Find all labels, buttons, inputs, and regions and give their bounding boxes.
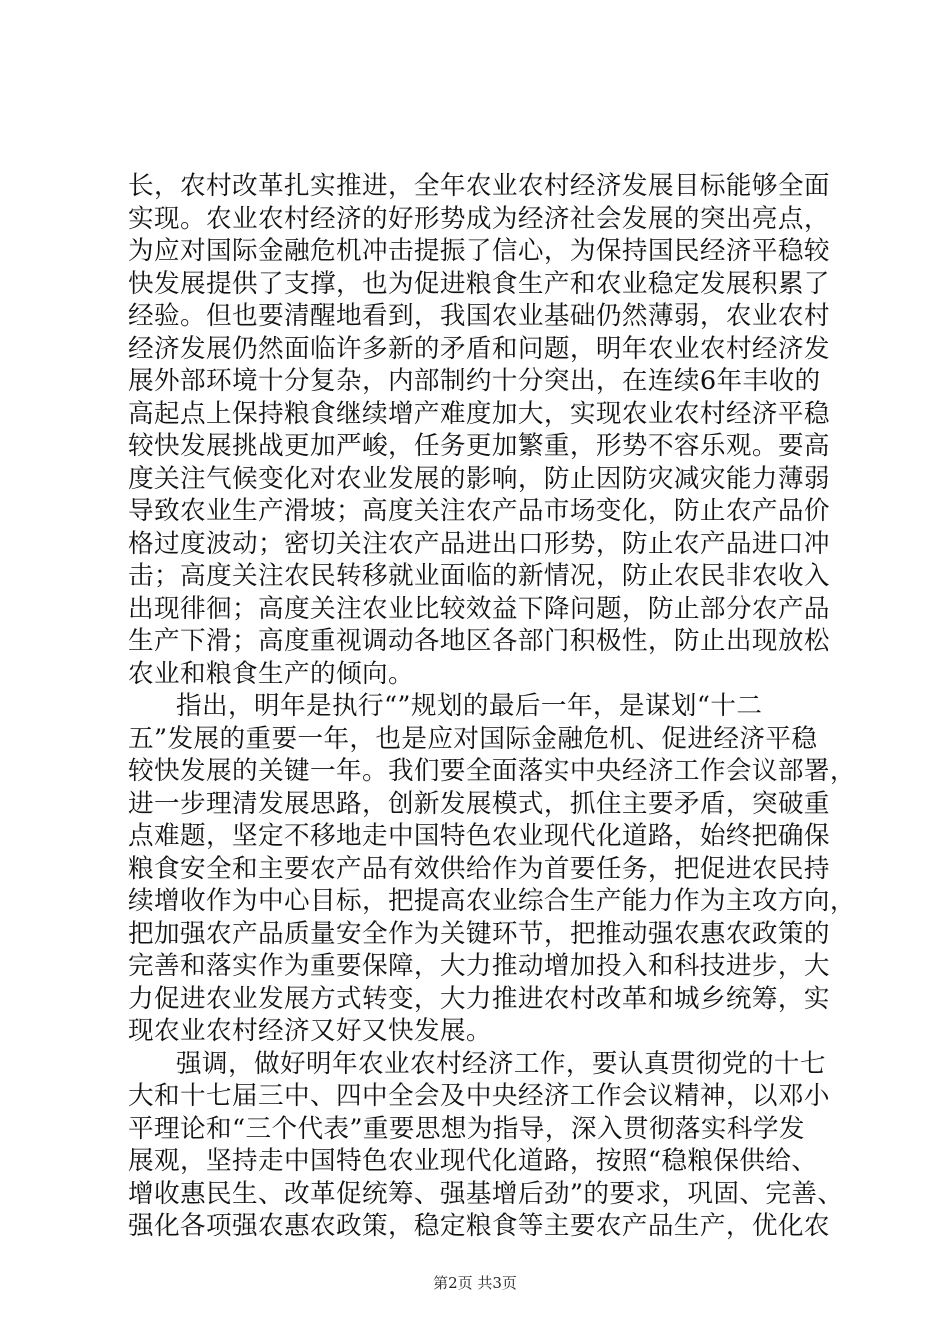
text-line: 经济发展仍然面临许多新的矛盾和问题，明年农业农村经济发	[128, 333, 830, 364]
text-line: 农业和粮食生产的倾向。	[128, 658, 414, 689]
paragraph-start-line: 指出，明年是执行“”规划的最后一年，是谋划“十二	[176, 691, 763, 721]
text-line: 强化各项强农惠农政策，稳定粮食等主要农产品生产，优化农	[128, 1211, 830, 1241]
text-line: 快发展提供了支撑，也为促进粮食生产和农业稳定发展积累了	[128, 268, 830, 299]
text-line: 生产下滑；高度重视调动各地区各部门积极性，防止出现放松	[128, 626, 830, 656]
text-line: 较快发展的关键一年。我们要全面落实中央经济工作会议部署，	[128, 756, 856, 786]
text-line: 增收惠民生、改革促统筹、强基增后劲”的要求，巩固、完善、	[128, 1178, 844, 1209]
text-line: 导致农业生产滑坡；高度关注农产品市场变化，防止农产品价	[128, 496, 830, 526]
text-line: 长，农村改革扎实推进，全年农业农村经济发展目标能够全面	[128, 171, 830, 201]
text-line: 粮食安全和主要农产品有效供给作为首要任务，把促进农民持	[128, 853, 830, 884]
body-text	[128, 170, 856, 1243]
text-line: 平理论和“三个代表”重要思想为指导，深入贯彻落实科学发	[128, 1113, 805, 1144]
text-line: 格过度波动；密切关注农产品进出口形势，防止农产品进口冲	[128, 528, 830, 559]
text-line: 击；高度关注农民转移就业面临的新情况，防止农民非农收入	[128, 561, 830, 591]
text-line: 度关注气候变化对农业发展的影响，防止因防灾减灾能力薄弱	[128, 463, 830, 494]
text-line: 点难题，坚定不移地走中国特色农业现代化道路，始终把确保	[128, 821, 830, 851]
text-line: 大和十七届三中、四中全会及中央经济工作会议精神，以邓小	[128, 1081, 830, 1111]
text-line: 实现。农业农村经济的好形势成为经济社会发展的突出亮点，	[128, 203, 830, 234]
text-line: 五”发展的重要一年，也是应对国际金融危机、促进经济平稳	[128, 723, 818, 754]
text-line: 展观，坚持走中国特色农业现代化道路，按照“稳粮保供给、	[128, 1146, 818, 1176]
text-line: 出现徘徊；高度关注农业比较效益下降问题，防止部分农产品	[128, 593, 830, 624]
paragraph-start-line: 强调，做好明年农业农村经济工作，要认真贯彻党的十七	[176, 1048, 826, 1079]
text-line: 续增收作为中心目标，把提高农业综合生产能力作为主攻方向，	[128, 886, 856, 916]
text-line: 高起点上保持粮食继续增产难度加大，实现农业农村经济平稳	[128, 398, 830, 429]
page-number-label: 第2页 共3页	[433, 1274, 517, 1292]
text-line: 展外部环境十分复杂，内部制约十分突出，在连续6年丰收的	[128, 366, 821, 396]
text-line: 现农业农村经济又好又快发展。	[128, 1016, 492, 1046]
text-line: 力促进农业发展方式转变，大力推进农村改革和城乡统筹，实	[128, 983, 830, 1014]
text-line: 完善和落实作为重要保障，大力推动增加投入和科技进步，大	[128, 951, 830, 981]
page-footer	[0, 1272, 950, 1293]
text-line: 经验。但也要清醒地看到，我国农业基础仍然薄弱，农业农村	[128, 301, 830, 331]
text-line: 较快发展挑战更加严峻，任务更加繁重，形势不容乐观。要高	[128, 431, 830, 461]
text-line: 把加强农产品质量安全作为关键环节，把推动强农惠农政策的	[128, 918, 830, 949]
text-line: 进一步理清发展思路，创新发展模式，抓住主要矛盾，突破重	[128, 788, 830, 819]
text-line: 为应对国际金融危机冲击提振了信心，为保持国民经济平稳较	[128, 236, 830, 266]
